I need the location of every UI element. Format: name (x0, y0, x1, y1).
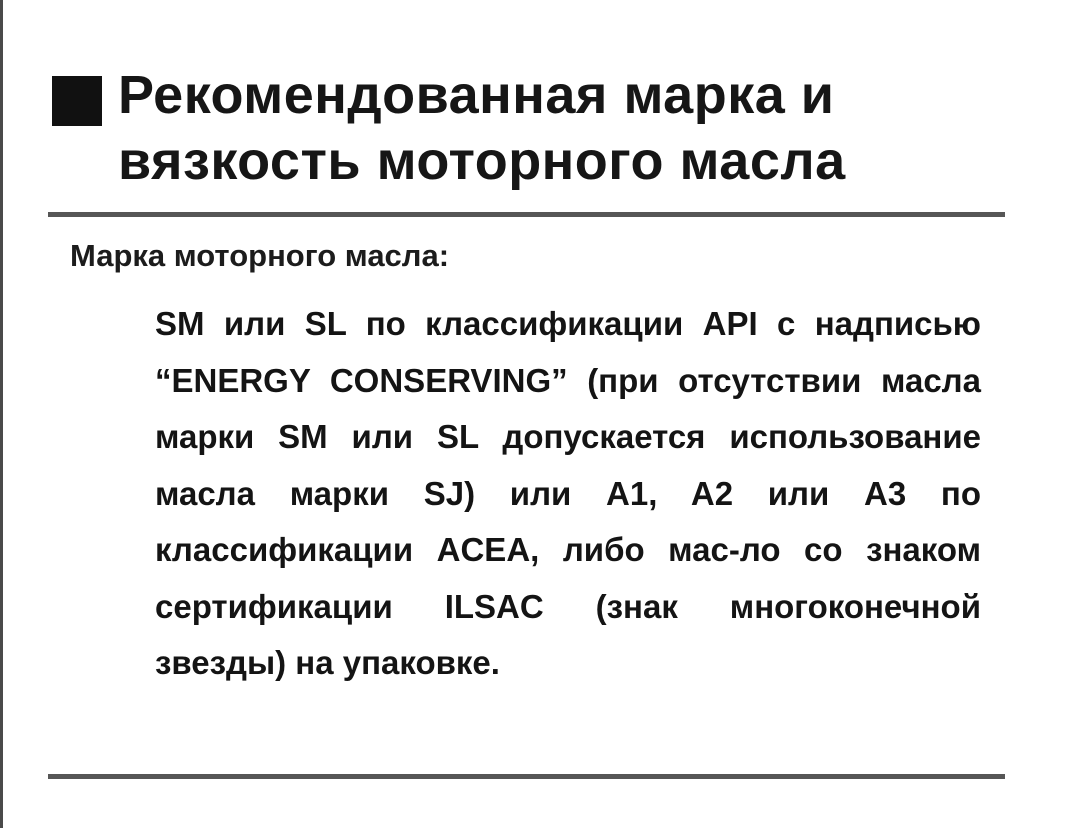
section-title (118, 62, 1018, 194)
section-bottom-divider (48, 774, 1005, 779)
oil-grade-label: Марка моторного масла: (70, 238, 450, 273)
section-title-line-1: Рекомендованная марка и (118, 65, 835, 125)
square-bullet-icon (52, 76, 102, 126)
section-title-line-2: вязкость моторного масла (118, 131, 846, 191)
oil-grade-description: SM или SL по классификации API с надписью “ENERGY CONSERVING” (при отсутствии масла марки SM или SL допускается использование масла марки SJ) или A1, A2 или A3 по классификации ACEA, либо мас-ло со знаком сертификации ILSAC (знак многоконечной звезды) на упаковке. (155, 305, 981, 681)
page-edge-line (0, 0, 3, 828)
section-top-divider (48, 212, 1005, 217)
